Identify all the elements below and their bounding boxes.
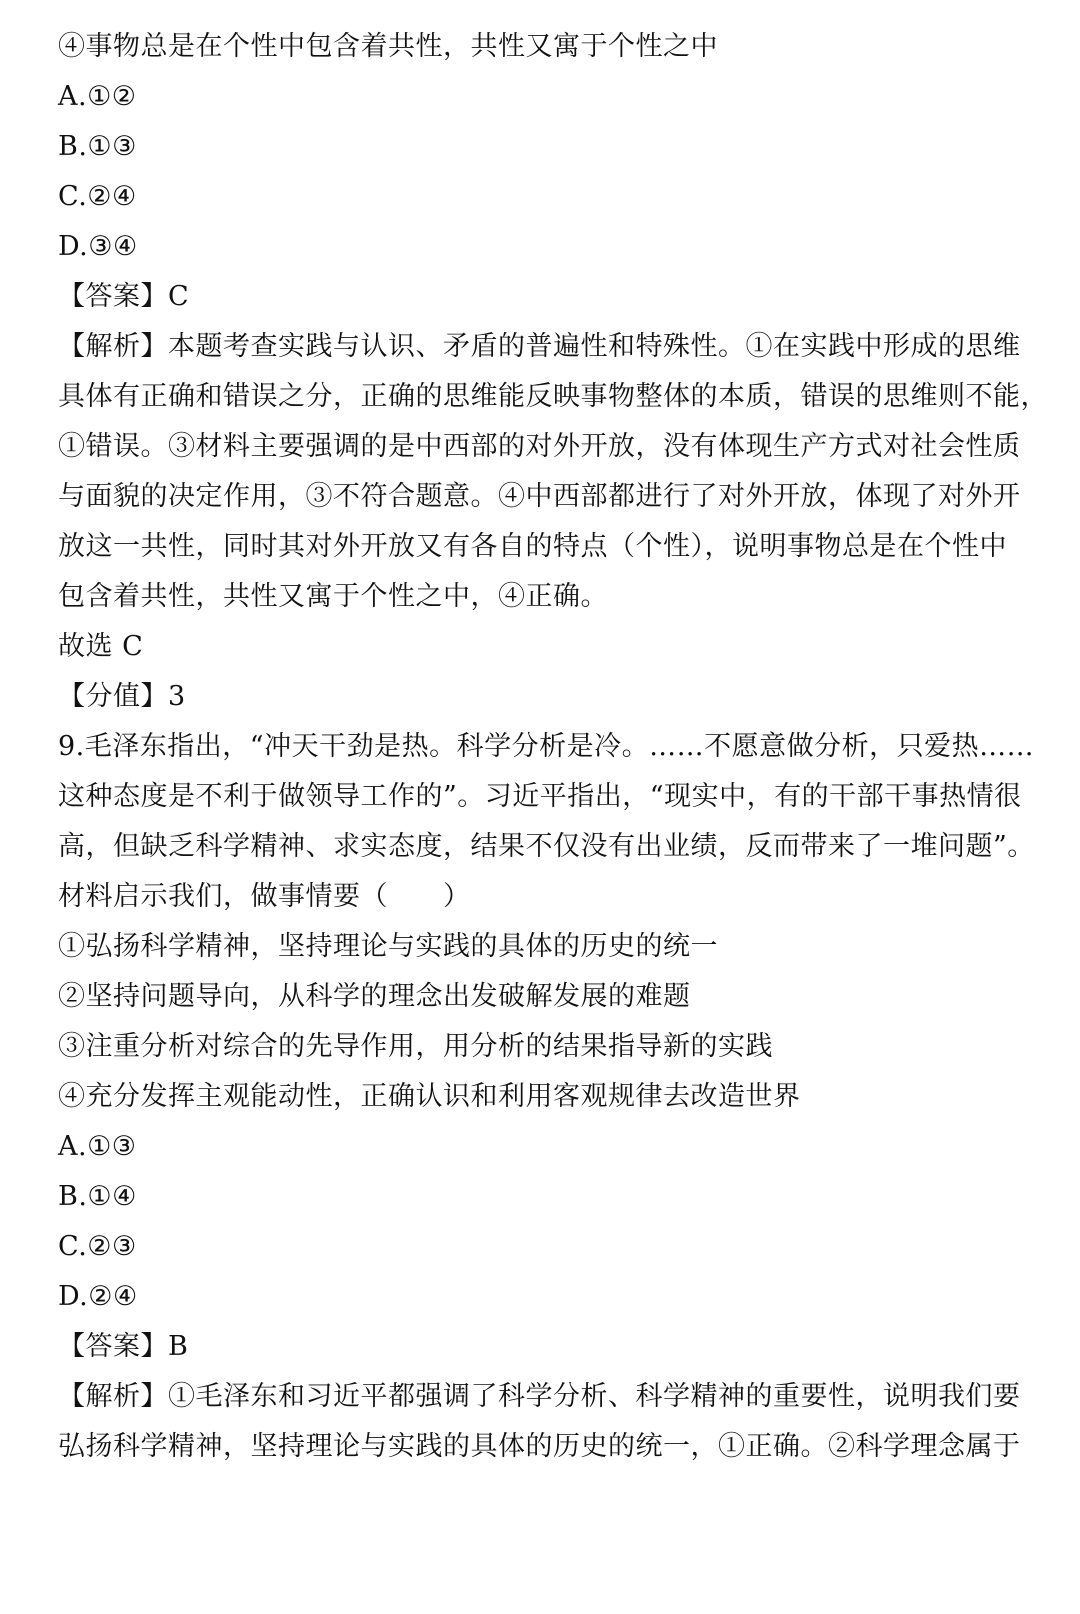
q8-analysis-line-5: 放这一共性，同时其对外开放又有各自的特点（个性），说明事物总是在个性中 bbox=[58, 531, 1007, 562]
q8-option-4: ④事物总是在个性中包含着共性，共性又寓于个性之中 bbox=[58, 31, 718, 62]
q8-choice-a: A.①② bbox=[58, 81, 137, 112]
q9-stem-line-2: 这种态度是不利于做领导工作的”。习近平指出，“现实中，有的干部干事热情很 bbox=[58, 781, 1022, 812]
q8-answer-label: 【答案】 bbox=[58, 281, 168, 312]
q9-analysis-line-2: 弘扬科学精神，坚持理论与实践的具体的历史的统一，①正确。②科学理念属于 bbox=[58, 1431, 1021, 1462]
document-page bbox=[58, 22, 1048, 1472]
q8-analysis-label: 【解析】 bbox=[58, 331, 168, 362]
q8-score-label: 【分值】 bbox=[58, 681, 168, 712]
q8-conclusion: 故选 C bbox=[58, 631, 144, 662]
q9-answer-label: 【答案】 bbox=[58, 1331, 168, 1362]
q8-analysis-line-6: 包含着共性，共性又寓于个性之中，④正确。 bbox=[58, 581, 608, 612]
q9-option-3: ③注重分析对综合的先导作用，用分析的结果指导新的实践 bbox=[58, 1031, 773, 1062]
q9-answer-value: B bbox=[168, 1331, 189, 1362]
q9-analysis-label: 【解析】 bbox=[58, 1381, 168, 1412]
q8-choice-c: C.②④ bbox=[58, 181, 137, 212]
q9-choice-d: D.②④ bbox=[58, 1281, 138, 1312]
q8-analysis-line-1 bbox=[58, 322, 1021, 372]
q8-score-value: 3 bbox=[168, 681, 186, 712]
q8-answer-value: C bbox=[168, 281, 190, 312]
q8-analysis-line-2: 具体有正确和错误之分，正确的思维能反映事物整体的本质，错误的思维则不能， bbox=[58, 381, 1048, 412]
q9-stem-line-4: 材料启示我们，做事情要（ ） bbox=[58, 881, 471, 912]
q9-answer bbox=[58, 1322, 958, 1372]
q9-stem-line-3: 高，但缺乏科学精神、求实态度，结果不仅没有出业绩，反而带来了一堆问题”。 bbox=[58, 831, 1035, 862]
q9-choice-a: A.①③ bbox=[58, 1131, 137, 1162]
q9-option-1: ①弘扬科学精神，坚持理论与实践的具体的历史的统一 bbox=[58, 931, 718, 962]
q9-choice-b: B.①④ bbox=[58, 1181, 137, 1212]
q9-option-4: ④充分发挥主观能动性，正确认识和利用客观规律去改造世界 bbox=[58, 1081, 801, 1112]
q9-choice-c: C.②③ bbox=[58, 1231, 137, 1262]
q9-stem-line-1: 9.毛泽东指出，“冲天干劲是热。科学分析是冷。……不愿意做分析，只爱热…… bbox=[58, 731, 1035, 762]
q8-choice-d: D.③④ bbox=[58, 231, 138, 262]
q8-answer bbox=[58, 272, 958, 322]
q9-option-2: ②坚持问题导向，从科学的理念出发破解发展的难题 bbox=[58, 981, 691, 1012]
q8-analysis-line-4: 与面貌的决定作用，③不符合题意。④中西部都进行了对外开放，体现了对外开 bbox=[58, 481, 1021, 512]
q8-analysis-line-3: ①错误。③材料主要强调的是中西部的对外开放，没有体现生产方式对社会性质 bbox=[58, 431, 1021, 462]
q9-analysis-text: ①毛泽东和习近平都强调了科学分析、科学精神的重要性，说明我们要 bbox=[168, 1381, 1021, 1412]
q8-choice-b: B.①③ bbox=[58, 131, 137, 162]
q8-analysis-text: 本题考查实践与认识、矛盾的普遍性和特殊性。①在实践中形成的思维 bbox=[168, 331, 1021, 362]
q8-score bbox=[58, 672, 958, 722]
q9-analysis-line-1 bbox=[58, 1372, 1021, 1422]
